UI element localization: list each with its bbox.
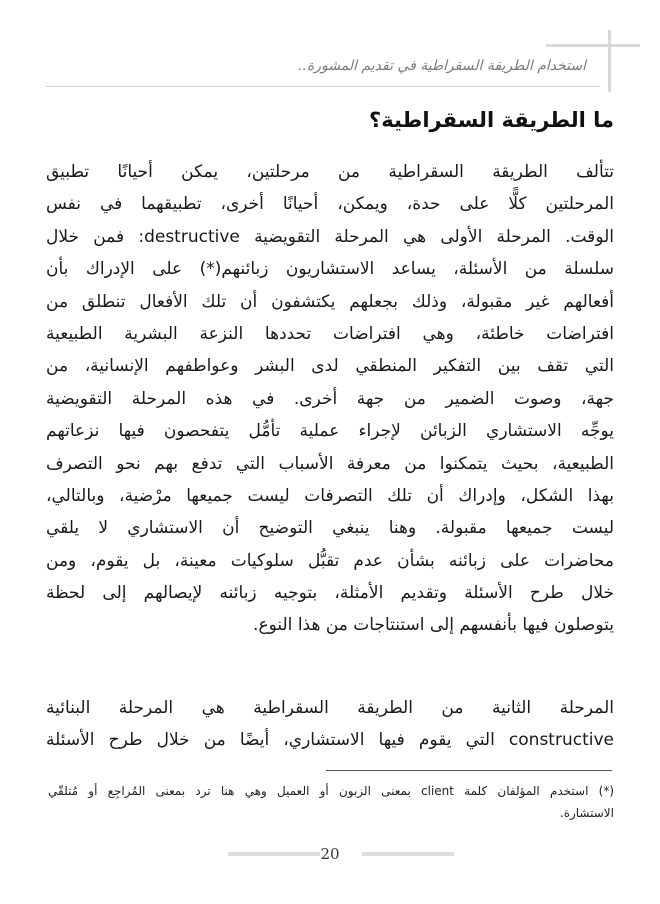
text-line: يتوصلون فيها بأنفسهم إلى استنتاجات من هذا النوع. bbox=[253, 615, 614, 636]
text-line: أفعالهم غير مقبولة، وذلك بجعلهم يكتشفون أن تلك الأفعال تنطلق من bbox=[46, 291, 614, 312]
header-cross-ornament bbox=[608, 30, 611, 92]
running-title: استخدام الطريقة السقراطية في تقديم المشورة.. bbox=[298, 58, 586, 74]
text-line: التي تقف بين التفكير المنطقي لدى البشر وعواطفهم الإنسانية، من bbox=[46, 356, 614, 377]
text-line: تتألف الطريقة السقراطية من مرحلتين، يمكن أحيانًا تطبيق bbox=[46, 162, 614, 182]
text-line: المرحلتين كلًّا على حدة، ويمكن، أحيانًا أخرى، تطبيقهما في نفس bbox=[46, 194, 614, 215]
text-line: سلسلة من الأسئلة، يساعد الاستشاريون زبائنهم(*) على الإدراك بأن bbox=[46, 259, 614, 280]
text-line: constructive التي يقوم فيها الاستشاري، أيضًا من خلال طرح الأسئلة bbox=[46, 730, 614, 751]
text-line: افتراضات خاطئة، وهي افتراضات تحددها النزعة البشرية الطبيعية bbox=[46, 323, 614, 344]
text-line: المرحلة الثانية من الطريقة السقراطية هي المرحلة البنائية bbox=[46, 698, 614, 718]
footnote-rule bbox=[326, 770, 612, 771]
header-cross-ornament-bar bbox=[546, 44, 640, 47]
footnote bbox=[48, 780, 614, 824]
header-rule bbox=[46, 86, 600, 87]
page-number: 20 bbox=[320, 845, 340, 863]
text-line: الطبيعية، بحيث يتمكنوا من معرفة الأسباب التي تدفع بهم نحو التصرف bbox=[46, 453, 614, 474]
text-line: بهذا الشكل، وإدراك أن تلك التصرفات ليست جميعها مرْضية، وبالتالي، bbox=[46, 485, 614, 506]
text-line: جهة، وصوت الضمير من جهة أخرى. في هذه المرحلة التقويضية bbox=[46, 388, 614, 409]
footnote-line: الاستشارة. bbox=[559, 806, 614, 820]
section-title: ما الطريقة السقراطية؟ bbox=[369, 108, 614, 132]
text-line: يوجِّه الاستشاري الزبائن لإجراء عملية تأمُّل يتفحصون فيها نزعاتهم bbox=[46, 421, 614, 442]
paragraph-1 bbox=[46, 156, 614, 642]
text-line: الوقت. المرحلة الأولى هي المرحلة التقويضية destructive: فمن خلال bbox=[46, 226, 614, 247]
text-line: خلال طرح الأسئلة وتقديم الأمثلة، بتوجيه زبائنه لإيصالهم إلى لحظة bbox=[46, 583, 614, 604]
text-line: ليست جميعها مقبولة. وهنا ينبغي التوضيح أن الاستشاري لا يلقي bbox=[46, 518, 614, 539]
text-line: محاضرات على زبائنه بشأن عدم تقبُّل سلوكيات معينة، بل يقوم، ومن bbox=[46, 550, 614, 571]
paragraph-2 bbox=[46, 692, 614, 757]
footnote-line: (*) استخدم المؤلفان كلمة client بمعنى الزبون أو العميل وهي هنا ترد بمعنى المُراجِع أو مُتلقّي bbox=[48, 784, 614, 798]
